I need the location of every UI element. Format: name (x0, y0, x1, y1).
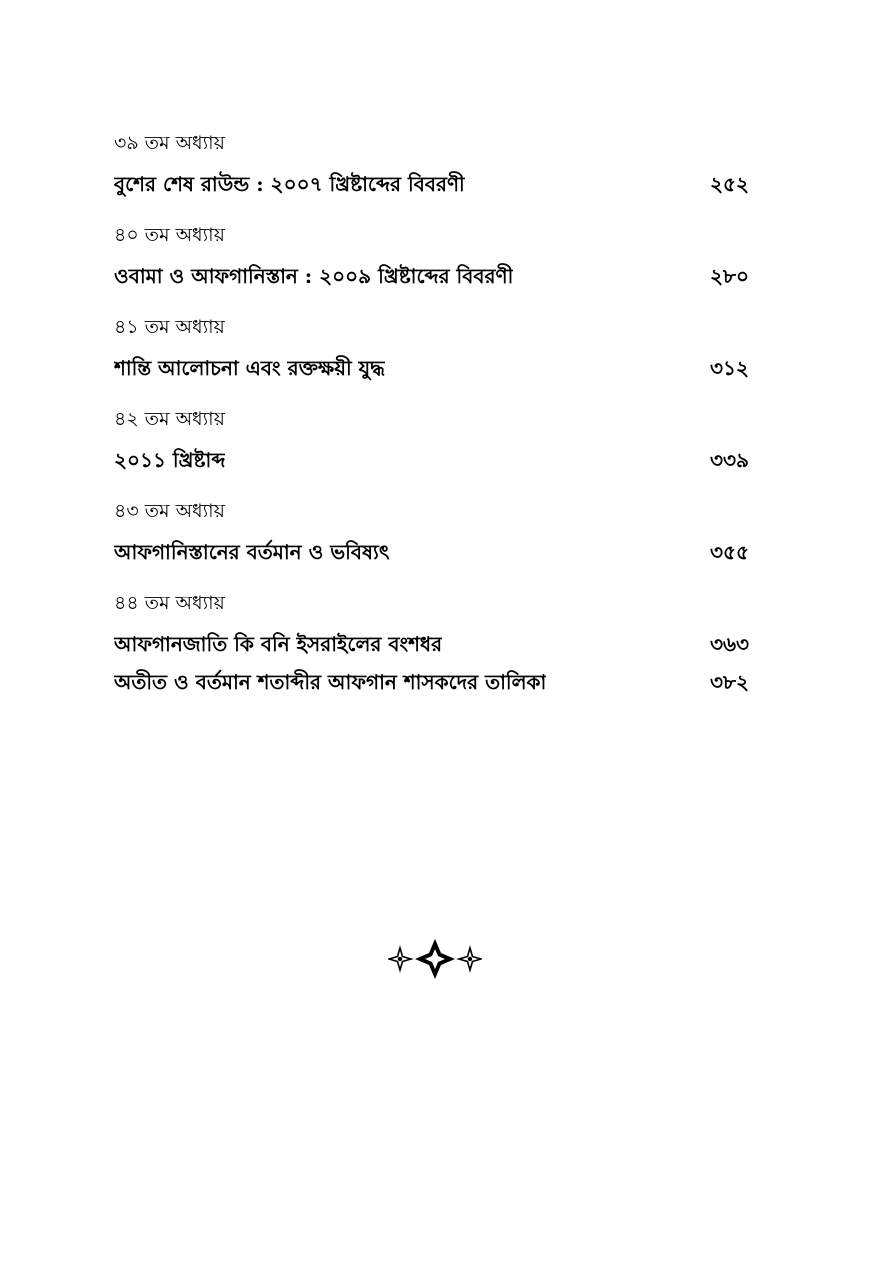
entry-title: বুশের শেষ রাউন্ড : ২০০৭ খ্রিষ্টাব্দের বিবরণী (114, 172, 465, 196)
entry-title: আফগানজাতি কি বনি ইসরাইলের বংশধর (114, 632, 443, 656)
toc-section-43 (114, 496, 749, 568)
entry-page-number: ৩৬৩ (709, 632, 749, 656)
toc-entry[interactable] (114, 168, 749, 200)
entry-page-number: ২৮০ (710, 264, 749, 288)
chapter-label: ৪০ তম অধ্যায় (114, 224, 225, 246)
entry-page-number: ৩১২ (710, 356, 749, 380)
chapter-label: ৪৪ তম অধ্যায় (114, 592, 225, 614)
chapter-label: ৪৩ তম অধ্যায় (114, 500, 225, 522)
toc-entry[interactable] (114, 444, 749, 476)
diamond-star-ornament-icon (388, 938, 482, 980)
entry-title: ২০১১ খ্রিষ্টাব্দ (114, 448, 226, 472)
toc-section-39 (114, 128, 749, 200)
entry-page-number: ৩৫৫ (710, 540, 749, 564)
entry-title: ওবামা ও আফগানিস্তান : ২০০৯ খ্রিষ্টাব্দের বিবরণী (114, 264, 514, 288)
sparkle-left-icon (389, 948, 411, 970)
entry-title: অতীত ও বর্তমান শতাব্দীর আফগান শাসকদের তালিকা (114, 670, 547, 694)
entry-title: আফগানিস্তানের বর্তমান ও ভবিষ্যৎ (114, 540, 390, 564)
chapter-label: ৪১ তম অধ্যায় (114, 316, 225, 338)
entry-title: শান্তি আলোচনা এবং রক্তক্ষয়ী যুদ্ধ (114, 356, 385, 380)
entry-page-number: ২৫২ (710, 172, 749, 196)
toc-section-44 (114, 588, 749, 698)
sparkle-right-icon (459, 948, 481, 970)
entry-page-number: ৩৩৯ (710, 448, 749, 472)
chapter-label: ৩৯ তম অধ্যায় (114, 132, 225, 154)
toc-entry[interactable] (114, 260, 749, 292)
entry-page-number: ৩৮২ (710, 670, 749, 694)
toc-section-41 (114, 312, 749, 384)
toc-entry[interactable] (114, 536, 749, 568)
chapter-label: ৪২ তম অধ্যায় (114, 408, 225, 430)
star-center-icon (415, 939, 455, 979)
toc-section-42 (114, 404, 749, 476)
toc-entry[interactable] (114, 666, 749, 698)
toc-section-40 (114, 220, 749, 292)
toc-entry[interactable] (114, 628, 749, 660)
toc-entry[interactable] (114, 352, 749, 384)
table-of-contents (114, 128, 749, 718)
